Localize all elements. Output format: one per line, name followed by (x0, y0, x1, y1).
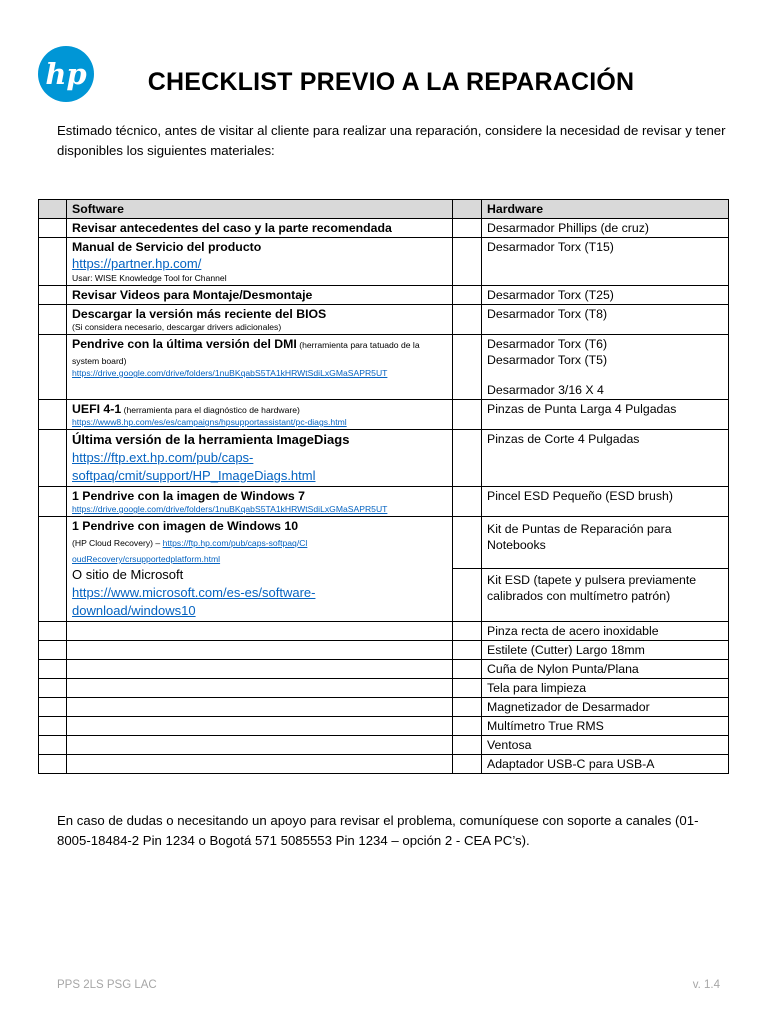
hardware-item: Pincel ESD Pequeño (ESD brush) (482, 487, 729, 517)
hardware-item: Cuña de Nylon Punta/Plana (482, 660, 729, 679)
hardware-item: Kit ESD (tapete y pulsera previamente calibrados con multímetro patrón) (482, 568, 729, 621)
hardware-item: Kit de Puntas de Reparación para Notebooks (482, 517, 729, 569)
table-row (39, 736, 729, 755)
checkbox-cell[interactable] (39, 305, 67, 335)
table-row (39, 755, 729, 774)
support-paragraph: En caso de dudas o necesitando un apoyo para revisar el problema, comuníquese con soporte a canales (01-8005-18484-2 Pin 1234 o Bogotá 571 5085553 Pin 1234 – opción 2 - CEA PC’s). (57, 813, 699, 848)
software-item (67, 736, 453, 755)
software-item-note: Usar: WISE Knowledge Tool for Channel (72, 273, 227, 283)
checkbox-cell[interactable] (39, 400, 67, 430)
software-item-link[interactable]: https://drive.google.com/drive/folders/1nuBKqabS5TA1kHRWtSdiLxGMaSAPR5UT (72, 368, 388, 378)
table-row (39, 219, 729, 238)
checkbox-cell[interactable] (453, 517, 482, 569)
intro-paragraph: Estimado técnico, antes de visitar al cliente para realizar una reparación, considere la necesidad de revisar y tener disponibles los siguientes materiales: (57, 123, 726, 158)
checkbox-cell[interactable] (453, 238, 482, 286)
software-item (67, 660, 453, 679)
checkbox-cell[interactable] (39, 219, 67, 238)
footer-version: v. 1.4 (692, 979, 720, 991)
software-item (67, 698, 453, 717)
software-item-link[interactable]: https://ftp.ext.hp.com/pub/caps-softpaq/cmit/support/HP_ImageDiags.html (72, 450, 316, 483)
checkbox-cell[interactable] (453, 755, 482, 774)
hardware-item: Desarmador Torx (T8) (482, 305, 729, 335)
hardware-item-line: Desarmador 3/16 X 4 (487, 383, 604, 397)
software-item-title: Última versión de la herramienta ImageDiags (72, 432, 350, 447)
software-item-title: Manual de Servicio del producto (72, 240, 262, 254)
header-software: Software (67, 200, 453, 219)
checkbox-cell[interactable] (39, 238, 67, 286)
checkbox-cell[interactable] (453, 679, 482, 698)
checkbox-cell[interactable] (453, 335, 482, 400)
table-row (39, 717, 729, 736)
hardware-item: Adaptador USB-C para USB-A (482, 755, 729, 774)
software-item-note: (herramienta para tatuado de la system board) (72, 340, 420, 366)
hardware-item: Magnetizador de Desarmador (482, 698, 729, 717)
checkbox-cell[interactable] (453, 568, 482, 621)
checkbox-cell[interactable] (39, 200, 67, 219)
checkbox-cell[interactable] (39, 755, 67, 774)
software-item-title: UEFI 4-1 (72, 402, 122, 416)
hardware-item: Desarmador Torx (T15) (482, 238, 729, 286)
software-item-title: 1 Pendrive con imagen de Windows 10 (72, 519, 299, 533)
hardware-item: Tela para limpieza (482, 679, 729, 698)
software-item-link[interactable]: https://ftp.hp.com/pub/caps-softpaq/CloudRecovery/crsupportedplatform.html (72, 538, 308, 564)
table-row (39, 517, 729, 569)
hardware-item: Estilete (Cutter) Largo 18mm (482, 641, 729, 660)
checkbox-cell[interactable] (39, 622, 67, 641)
software-item: Revisar Videos para Montaje/Desmontaje (67, 286, 453, 305)
table-header-row (39, 200, 729, 219)
software-item (67, 335, 453, 400)
table-row (39, 335, 729, 400)
checkbox-cell[interactable] (453, 660, 482, 679)
hardware-item: Pinza recta de acero inoxidable (482, 622, 729, 641)
hardware-item-line: Desarmador Torx (T5) (487, 353, 608, 367)
software-item-alt: O sitio de Microsoft (72, 567, 184, 582)
checkbox-cell[interactable] (39, 698, 67, 717)
hardware-item: Multímetro True RMS (482, 717, 729, 736)
software-item-link[interactable]: https://www8.hp.com/es/es/campaigns/hpsupportassistant/pc-diags.html (72, 417, 347, 427)
software-item (67, 622, 453, 641)
software-item (67, 679, 453, 698)
hardware-item: Desarmador Torx (T25) (482, 286, 729, 305)
software-item (67, 717, 453, 736)
checkbox-cell[interactable] (39, 487, 67, 517)
hardware-item: Pinzas de Punta Larga 4 Pulgadas (482, 400, 729, 430)
table-row (39, 622, 729, 641)
software-item (67, 400, 453, 430)
hardware-item-line: Desarmador Torx (T6) (487, 337, 608, 351)
software-item-title: 1 Pendrive con la imagen de Windows 7 (72, 489, 305, 503)
checkbox-cell[interactable] (453, 698, 482, 717)
footer-left: PPS 2LS PSG LAC (57, 979, 157, 991)
checkbox-cell[interactable] (39, 736, 67, 755)
checkbox-cell[interactable] (39, 335, 67, 400)
header-hardware: Hardware (482, 200, 729, 219)
checkbox-cell[interactable] (39, 679, 67, 698)
software-item (67, 430, 453, 487)
software-item: Revisar antecedentes del caso y la parte recomendada (67, 219, 453, 238)
checkbox-cell[interactable] (453, 641, 482, 660)
software-item (67, 238, 453, 286)
checkbox-cell[interactable] (453, 430, 482, 487)
hardware-item: Pinzas de Corte 4 Pulgadas (482, 430, 729, 487)
checkbox-cell[interactable] (453, 400, 482, 430)
hardware-item: Desarmador Phillips (de cruz) (482, 219, 729, 238)
software-item-link[interactable]: https://partner.hp.com/ (72, 256, 202, 271)
table-row (39, 400, 729, 430)
software-item-note: (Si considera necesario, descargar drivers adicionales) (72, 322, 282, 332)
checkbox-cell[interactable] (453, 717, 482, 736)
table-row (39, 286, 729, 305)
checkbox-cell[interactable] (39, 517, 67, 622)
checkbox-cell[interactable] (39, 717, 67, 736)
software-item (67, 305, 453, 335)
table-row (39, 487, 729, 517)
table-row (39, 641, 729, 660)
checklist-table (38, 199, 729, 774)
software-item-note: (herramienta para el diagnóstico de hardware) (121, 405, 300, 415)
checkbox-cell[interactable] (453, 219, 482, 238)
checkbox-cell[interactable] (453, 622, 482, 641)
table-row (39, 679, 729, 698)
software-item-link[interactable]: https://www.microsoft.com/es-es/software-download/windows10 (72, 585, 316, 618)
hardware-item (482, 335, 729, 400)
hp-logo-text: hp (45, 57, 87, 91)
table-row (39, 305, 729, 335)
checkbox-cell[interactable] (453, 200, 482, 219)
hardware-item: Ventosa (482, 736, 729, 755)
checkbox-cell[interactable] (39, 660, 67, 679)
checkbox-cell[interactable] (39, 430, 67, 487)
checkbox-cell[interactable] (453, 736, 482, 755)
table-row (39, 698, 729, 717)
software-item-title: Descargar la versión más reciente del BIOS (72, 307, 327, 321)
table-row (39, 660, 729, 679)
software-item (67, 517, 453, 622)
table-row (39, 430, 729, 487)
checkbox-cell[interactable] (39, 286, 67, 305)
checkbox-cell[interactable] (453, 286, 482, 305)
software-item-title: Pendrive con la última versión del DMI (72, 337, 297, 351)
checkbox-cell[interactable] (453, 305, 482, 335)
software-item-link[interactable]: https://drive.google.com/drive/folders/1nuBKqabS5TA1kHRWtSdiLxGMaSAPR5UT (72, 504, 388, 514)
table-row (39, 238, 729, 286)
software-item (67, 487, 453, 517)
page-title: CHECKLIST PREVIO A LA REPARACIÓN (147, 68, 635, 96)
checkbox-cell[interactable] (39, 641, 67, 660)
software-item (67, 641, 453, 660)
software-item (67, 755, 453, 774)
checkbox-cell[interactable] (453, 487, 482, 517)
software-item-note: (HP Cloud Recovery) – (72, 538, 163, 548)
